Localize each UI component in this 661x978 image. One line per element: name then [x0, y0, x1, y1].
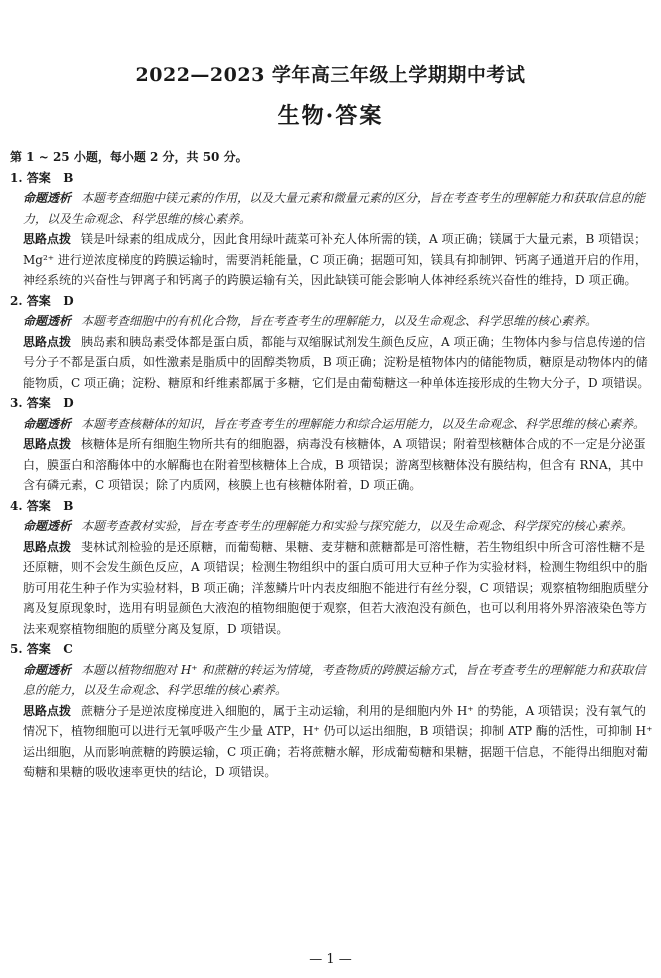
- answer-item-1: [10, 168, 653, 291]
- answer-choice: B: [63, 170, 74, 185]
- note-tag: 命题透析: [23, 519, 72, 533]
- question-number: 5.: [10, 642, 23, 656]
- question-number: 2.: [10, 293, 23, 308]
- note-tag: 命题透析: [23, 314, 72, 328]
- solution-hint: [10, 701, 653, 783]
- answer-item-3: [10, 393, 653, 496]
- answer-label: 答案: [26, 293, 51, 308]
- solution-hint: [10, 332, 653, 394]
- solve-tag: 思路点拨: [23, 703, 72, 718]
- section-intro: 第 1 ~ 25 小题，每小题 2 分，共 50 分。: [10, 150, 248, 164]
- page-title: 2022—2023 学年高三年级上学期期中考试: [135, 64, 526, 86]
- answer-label: 答案: [26, 170, 51, 185]
- answer-choice: B: [63, 498, 74, 513]
- analysis-note: [10, 660, 653, 701]
- answer-label: 答案: [26, 642, 51, 656]
- answer-item-2: [10, 291, 653, 394]
- question-number: 1.: [10, 170, 23, 185]
- solve-tag: 思路点拨: [23, 232, 72, 246]
- answer-line: [10, 496, 653, 517]
- note-text: 本题以植物细胞对 H⁺ 和蔗糖的转运为情境，考查物质的跨膜运输方式，旨在考查考生的理解能力和获取信息的能力，以及生命观念、科学思维的核心素养。: [23, 662, 646, 697]
- solution-hint: [10, 537, 653, 640]
- analysis-note: [10, 311, 653, 332]
- note-text: 本题考查核糖体的知识，旨在考查考生的理解能力和综合运用能力，以及生命观念、科学思维的核心素养。: [81, 416, 646, 431]
- answer-label: 答案: [26, 498, 51, 513]
- question-number: 3.: [10, 396, 23, 410]
- answer-choice: D: [63, 396, 74, 410]
- question-number: 4.: [10, 498, 23, 513]
- solve-text: 镁是叶绿素的组成成分，因此食用绿叶蔬菜可补充人体所需的镁，A 项正确；镁属于大量元素，B 项错误；Mg²⁺ 进行逆浓度梯度的跨膜运输时，需要消耗能量，C 项正确；据题可知，镁具有抑制钾、钙离子通道开启的作用，神经系统的兴奋性与钾离子和钙离子的跨膜运输有关，因此缺镁可能会影响人体神经系统兴奋性的维持，D 项正确。: [23, 232, 647, 287]
- answer-choice: D: [63, 293, 74, 308]
- note-tag: 命题透析: [23, 662, 72, 677]
- note-tag: 命题透析: [23, 416, 72, 431]
- solution-hint: [10, 434, 653, 496]
- answer-line: [10, 393, 653, 414]
- solve-text: 胰岛素和胰岛素受体都是蛋白质，都能与双缩脲试剂发生颜色反应，A 项正确；生物体内参与信息传递的信号分子不都是蛋白质，如性激素是脂质中的固醇类物质，B 项正确；淀粉是植物体内的储能物质，糖原是动物体内的储能物质，C 项正确；淀粉、糖原和纤维素都属于多糖，它们是由葡萄糖这一种单体连接形成的生物大分子，D 项错误。: [23, 334, 650, 390]
- analysis-note: [10, 188, 653, 229]
- solution-hint: [10, 229, 653, 291]
- solve-tag: 思路点拨: [23, 539, 72, 554]
- analysis-note: [10, 516, 653, 537]
- solve-tag: 思路点拨: [23, 334, 72, 349]
- note-text: 本题考查细胞中镁元素的作用，以及大量元素和微量元素的区分，旨在考查考生的理解能力和获取信息的能力，以及生命观念、科学思维的核心素养。: [23, 191, 646, 226]
- answer-item-4: [10, 496, 653, 640]
- solve-text: 斐林试剂检验的是还原糖，而葡萄糖、果糖、麦芽糖和蔗糖都是可溶性糖，若生物组织中所含可溶性糖不是还原糖，则不会发生颜色反应，A 项错误；检测生物组织中的蛋白质可用大豆种子作为实验材料，检测生物组织中的脂肪可用花生种子作为实验材料，B 项正确；洋葱鳞片叶内表皮细胞不能进行有丝分裂，C 项错误；观察植物细胞质壁分离及复原现象时，选用有明显颜色大液泡的植物细胞便于观察，但若大液泡没有颜色，也可以利用将外界溶液染色等方法来观察植物细胞的质壁分离及复原，D 项错误。: [23, 539, 649, 636]
- answer-line: [10, 291, 653, 312]
- solve-text: 核糖体是所有细胞生物所共有的细胞器，病毒没有核糖体，A 项错误；附着型核糖体合成的不一定是分泌蛋白，膜蛋白和溶酶体中的水解酶也在附着型核糖体上合成，B 项错误；游离型核糖体没有膜结构，但含有 RNA，其中含有磷元素，C 项错误；除了内质网，核膜上也有核糖体附着，D 项正确。: [23, 437, 646, 492]
- answer-line: [10, 639, 653, 660]
- solve-tag: 思路点拨: [23, 437, 72, 451]
- answer-choice: C: [63, 642, 73, 656]
- answer-label: 答案: [26, 396, 51, 410]
- note-text: 本题考查细胞中的有机化合物，旨在考查考生的理解能力，以及生命观念、科学思维的核心素养。: [81, 314, 598, 328]
- answer-content: [10, 147, 653, 783]
- answer-line: [10, 168, 653, 189]
- answer-item-5: [10, 639, 653, 783]
- analysis-note: [10, 414, 653, 435]
- page-subtitle: 生物·答案: [277, 103, 384, 129]
- solve-text: 蔗糖分子是逆浓度梯度进入细胞的，属于主动运输，利用的是细胞内外 H⁺ 的势能，A 项错误；没有氧气的情况下，植物细胞可以进行无氧呼吸产生少量 ATP，H⁺ 仍可以运出细胞，B 项错误；抑制 ATP 酶的活性，可抑制 H⁺ 运出细胞，从而影响蔗糖的跨膜运输，C 项正确；若将蔗糖水解，形成葡萄糖和果糖，据题干信息，不能得出细胞对葡萄糖和果糖的吸收速率更快的结论，D 项错误。: [23, 703, 653, 779]
- page-number: — 1 —: [309, 952, 352, 967]
- note-tag: 命题透析: [23, 191, 72, 205]
- note-text: 本题考查教材实验，旨在考查考生的理解能力和实验与探究能力，以及生命观念、科学探究的核心素养。: [81, 519, 634, 533]
